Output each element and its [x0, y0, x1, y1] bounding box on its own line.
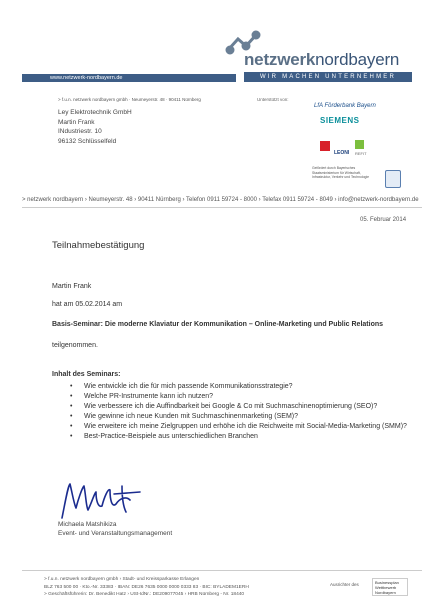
- bullet-icon: •: [70, 413, 73, 420]
- refit-logo: REFIT: [355, 151, 367, 156]
- supporters-label: Unterstützt von:: [257, 97, 289, 102]
- list-item: [70, 432, 410, 442]
- topic-text: Wie gewinne ich neue Kunden mit Suchmaschinenmarketing (SEM)?: [84, 413, 298, 420]
- signer-name: Michaela Matshikiza: [58, 521, 117, 528]
- topic-text: Wie verbessere ich die Auffindbarkeit bei Google & Co mit Suchmaschinenoptimierung (SEO)?: [84, 403, 378, 410]
- logo-wordmark: [244, 50, 399, 70]
- bullet-icon: •: [70, 423, 73, 430]
- list-item: [70, 392, 410, 402]
- signer-role: Event- und Veranstaltungsmanagement: [58, 530, 173, 537]
- footer-support-label: Ausrichter des: [330, 582, 359, 587]
- footer-info: [44, 576, 249, 599]
- bullet-icon: •: [70, 383, 73, 390]
- tagline: WIR MACHEN UNTERNEHMER: [244, 72, 412, 82]
- footer-line: > Geschäftsführerin: Dr. Benedikt Hatz › USt-IdNr.: DE209077045 › HRB Nürnberg - Nr. 18440: [44, 592, 245, 597]
- recipient-street: INdustriestr. 10: [58, 128, 102, 135]
- contact-line: > netzwerk nordbayern › Neumeyerstr. 48 › 90411 Nürnberg › Telefon 0911 59724 - 8000 › Telefax 0911 59724 - 8049 › info@netzwerk-nordbayern.de: [22, 197, 419, 203]
- funding-note: Gefördert durch Bayerisches Staatsministerium für Wirtschaft, Infrastruktur, Verkehr und Technologie: [312, 166, 370, 179]
- sender-line: > f.u.n. netzwerk nordbayern gmbh · Neumeyerstr. 48 · 90411 Nürnberg: [58, 97, 201, 102]
- recipient-company: Ley Elektrotechnik GmbH: [58, 109, 132, 116]
- list-item: [70, 412, 410, 422]
- topic-text: Best-Practice-Beispiele aus unterschiedlichen Branchen: [84, 433, 258, 440]
- handwritten-signature: [56, 478, 148, 522]
- content-heading: Inhalt des Seminars:: [52, 371, 121, 378]
- website-url: www.netzwerk-nordbayern.de: [50, 75, 123, 81]
- topic-text: Welche PR-Instrumente kann ich nutzen?: [84, 393, 214, 400]
- bavaria-crest-icon: [385, 170, 401, 188]
- divider: [22, 207, 422, 208]
- footer-divider: [22, 570, 422, 571]
- topic-text: Wie entwickle ich die für mich passende Kommunikationsstrategie?: [84, 383, 293, 390]
- list-item: [70, 422, 410, 432]
- refit-logo-icon: [355, 140, 364, 149]
- footer-line: > f.u.n. netzwerk nordbayern gmbh › Stadt- und Kreissparkasse Erlangen: [44, 577, 200, 582]
- topic-text: Wie erweitere ich meine Zielgruppen und erhöhe ich die Reichweite mit Social-Media-Marketing (SMM)?: [84, 423, 407, 430]
- lfa-logo: LfA Förderbank Bayern: [314, 103, 376, 109]
- recipient-city: 96132 Schlüsselfeld: [58, 137, 117, 145]
- list-item: [70, 402, 410, 412]
- recipient-address: [58, 108, 132, 146]
- list-item: [70, 382, 410, 392]
- seminar-title: Basis-Seminar: Die moderne Klaviatur der Kommunikation – Online-Marketing und Public Relations: [52, 321, 384, 328]
- competition-logo: Businessplan Wettbewerb Nordbayern: [372, 578, 408, 596]
- participant-name: Martin Frank: [52, 283, 92, 290]
- topic-list: [70, 382, 410, 442]
- bullet-icon: •: [70, 433, 73, 440]
- logo-text-light: nordbayern: [315, 50, 400, 69]
- footer-line: BLZ 763 500 00 · Kto.-Nr. 33383 · IBAN: DE26 7635 0000 0000 0333 83 · BIC: BYLADEM1ERH: [44, 584, 249, 590]
- recipient-person: Martin Frank: [58, 118, 95, 126]
- bullet-icon: •: [70, 403, 73, 410]
- subject-heading: Teilnahmebestätigung: [52, 240, 145, 251]
- letter-date: 05. Februar 2014: [360, 217, 407, 223]
- attended-text: hat am 05.02.2014 am: [52, 301, 123, 308]
- sparkasse-logo-icon: [320, 141, 330, 151]
- siemens-logo: SIEMENS: [320, 116, 360, 125]
- logo-text-bold: netzwerk: [244, 50, 316, 69]
- leoni-logo: LEONI: [334, 150, 350, 156]
- bullet-icon: •: [70, 393, 73, 400]
- participated-text: teilgenommen.: [52, 342, 98, 349]
